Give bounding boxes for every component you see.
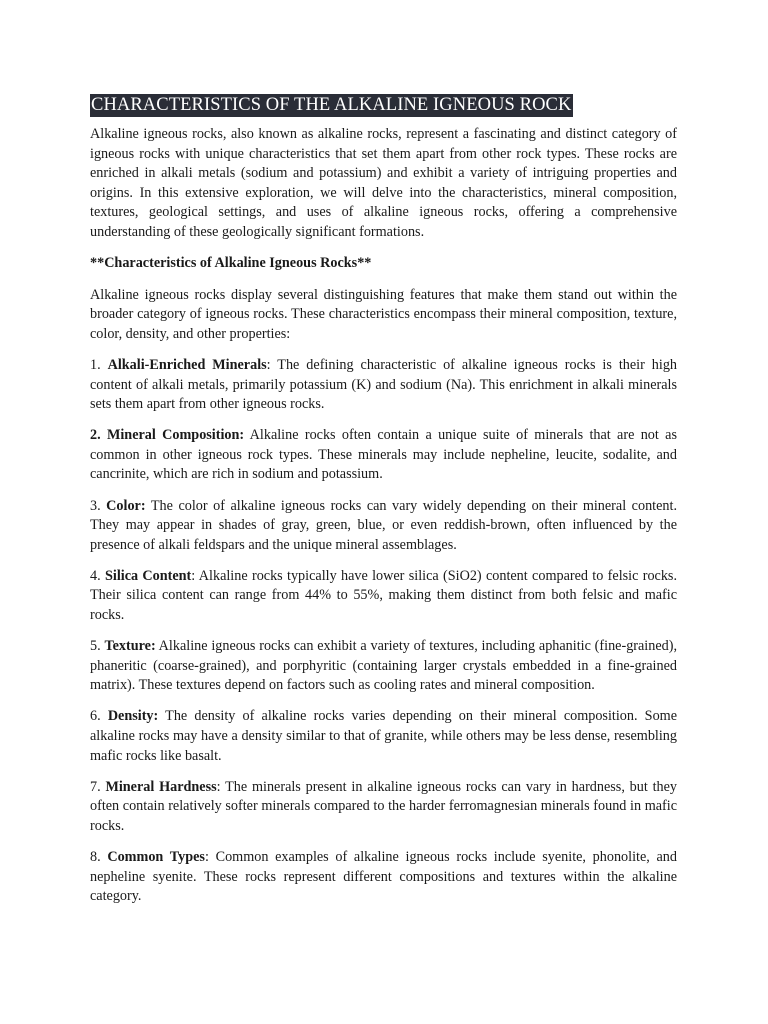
item-text: Alkaline rocks often contain a unique suite of minerals that are not as common in other igneous rock types. These minerals may include nepheline, leucite, sodalite, and cancrinite, which are rich in sodium and potassium. bbox=[90, 427, 677, 483]
item-number: 4 bbox=[90, 567, 98, 584]
item-label: Density: bbox=[107, 708, 159, 725]
section-intro-paragraph: Alkaline igneous rocks display several distinguishing features that make them stand out within the broader category of igneous rocks. These characteristics encompass their mineral composition, texture, color, density, and other properties: bbox=[90, 286, 677, 342]
item-number: 3 bbox=[90, 497, 98, 514]
item-number: 7 bbox=[90, 778, 98, 795]
item-separator: . bbox=[97, 567, 105, 584]
list-item bbox=[90, 497, 677, 556]
list-item bbox=[90, 567, 677, 626]
item-separator: . bbox=[97, 778, 106, 795]
item-label: Mineral Hardness bbox=[105, 778, 217, 795]
item-separator: . bbox=[97, 356, 108, 373]
item-separator: . bbox=[97, 497, 107, 514]
item-separator: . bbox=[97, 848, 108, 865]
item-number: 8 bbox=[90, 848, 98, 865]
item-text: : Alkaline rocks typically have lower silica (SiO2) content compared to felsic rocks. Their silica content can range from 44% to 55%, making them distinct from both felsic and mafic rocks. bbox=[90, 567, 678, 623]
list-item bbox=[90, 778, 677, 837]
item-label: Common Types bbox=[107, 848, 205, 865]
item-separator: . bbox=[97, 708, 108, 725]
item-text: : The defining characteristic of alkaline igneous rocks is their high content of alkali metals, primarily potassium (K) and sodium (Na). This enrichment in alkali minerals sets them apart from other igneous rocks. bbox=[90, 356, 678, 413]
list-item bbox=[90, 426, 677, 485]
list-item bbox=[90, 848, 677, 907]
item-label: Silica Content bbox=[104, 567, 192, 584]
item-text: : Common examples of alkaline igneous rocks include syenite, phonolite, and nepheline syenite. These rocks represent different compositions and textures within the alkaline category. bbox=[90, 848, 677, 905]
intro-paragraph: Alkaline igneous rocks, also known as alkaline rocks, represent a fascinating and distinct category of igneous rocks with unique characteristics that set them apart from other rock types. These rocks are enriched in alkali metals (sodium and potassium) and exhibit a variety of intriguing properties and origins. In this extensive exploration, we will delve into the characteristics, mineral composition, textures, geological settings, and uses of alkaline igneous rocks, offering a comprehensive understanding of these geologically significant formations. bbox=[90, 126, 677, 240]
item-separator: . bbox=[97, 638, 105, 655]
item-text: The color of alkaline igneous rocks can vary widely depending on their mineral content. They may appear in shades of gray, green, blue, or even reddish-brown, often influenced by the presence of alkali feldspars and the unique mineral assemblages. bbox=[90, 497, 677, 553]
list-item bbox=[90, 356, 677, 415]
item-text: Alkaline igneous rocks can exhibit a variety of textures, including aphanitic (fine-grained), phaneritic (coarse-grained), and porphyritic (containing larger crystals embedded in a fine-grained matrix). These textures depend on factors such as cooling rates and mineral composition. bbox=[90, 638, 678, 694]
section-heading: **Characteristics of Alkaline Igneous Rocks** bbox=[90, 255, 372, 272]
list-item bbox=[90, 637, 677, 696]
document-page bbox=[90, 94, 677, 918]
item-label: Color: bbox=[106, 497, 146, 514]
item-number: 6 bbox=[90, 708, 98, 725]
item-label: Alkali-Enriched Minerals bbox=[107, 356, 267, 373]
document-title: CHARACTERISTICS OF THE ALKALINE IGNEOUS ROCK bbox=[91, 95, 572, 115]
item-text: The density of alkaline rocks varies depending on their mineral composition. Some alkaline rocks may have a density similar to that of granite, while others may be less dense, resembling mafic rocks like basalt. bbox=[90, 708, 677, 764]
list-item bbox=[90, 707, 677, 766]
item-label: Texture: bbox=[104, 638, 156, 655]
item-number: 5 bbox=[90, 638, 98, 655]
item-label: 2. Mineral Composition: bbox=[90, 427, 245, 444]
item-text: : The minerals present in alkaline igneous rocks can vary in hardness, but they often contain relatively softer minerals compared to the harder ferromagnesian minerals found in mafic rocks. bbox=[90, 778, 678, 834]
item-number: 1 bbox=[90, 356, 98, 373]
